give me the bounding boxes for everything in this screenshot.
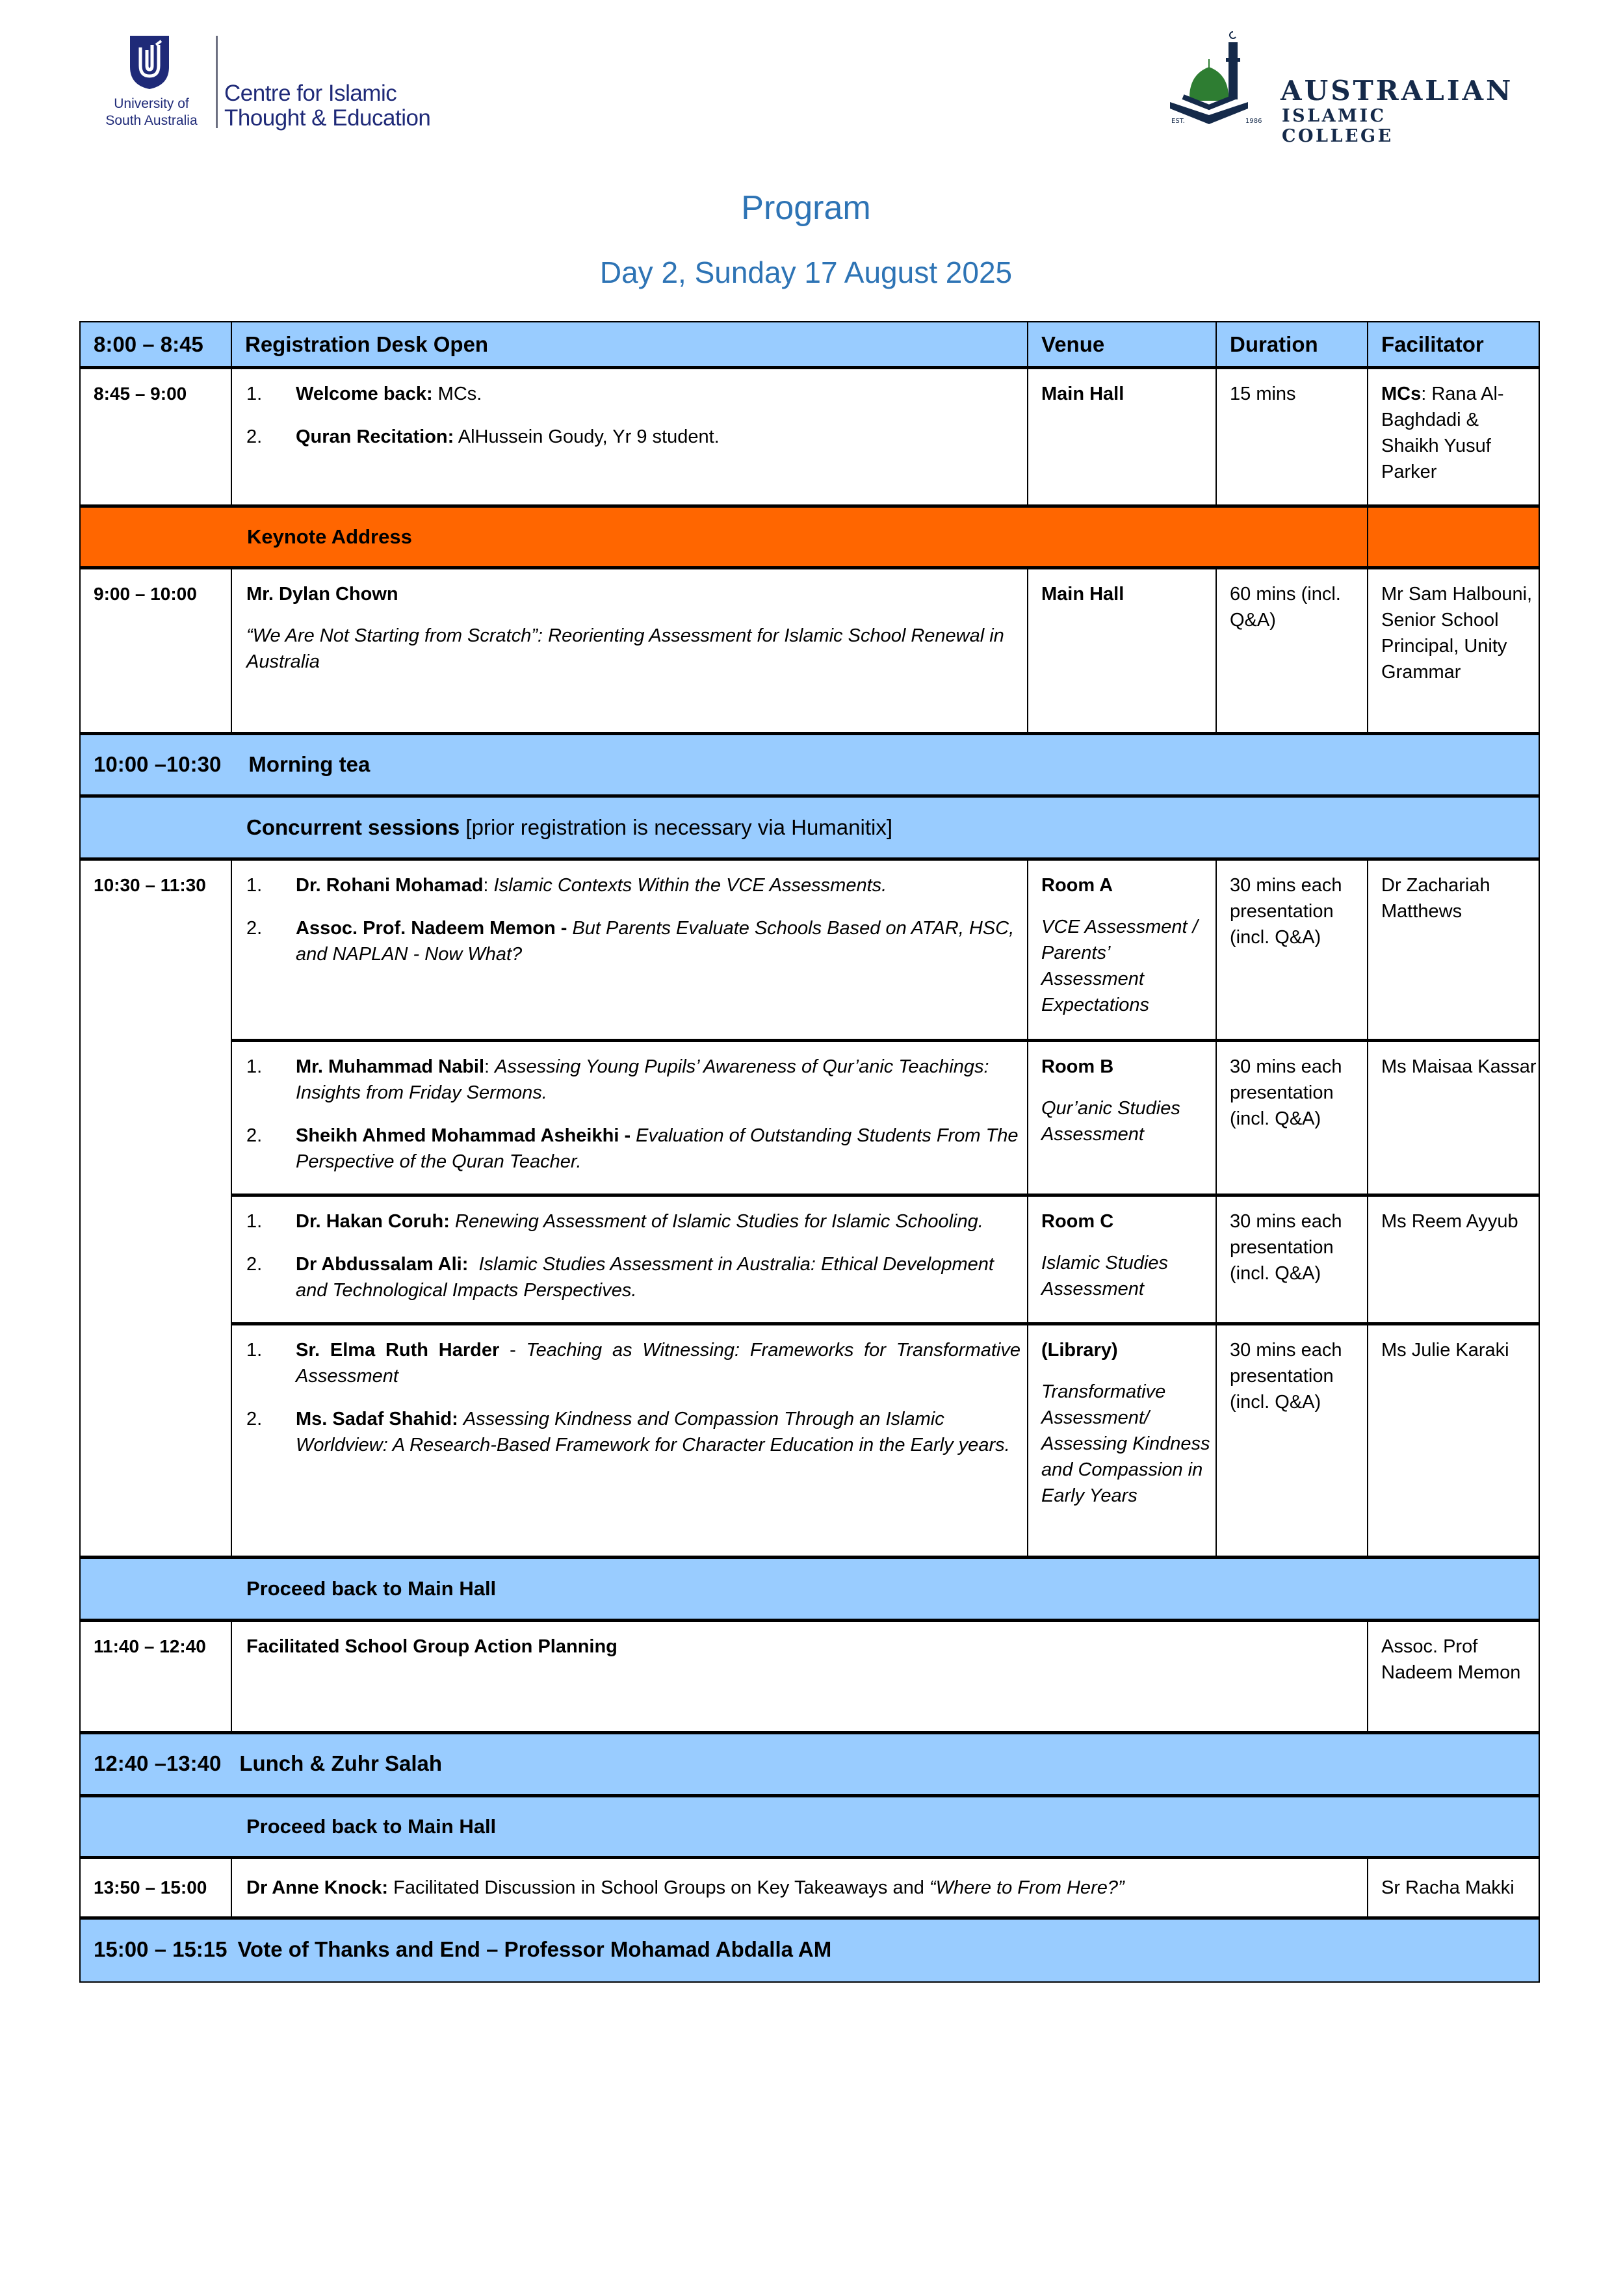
page-subtitle: Day 2, Sunday 17 August 2025: [599, 255, 1013, 289]
list-item: 1. Welcome back: MCs.: [246, 384, 482, 404]
row-venue: Room B Qur’anic Studies Assessment: [1028, 1041, 1216, 1195]
mosque-book-icon: [1170, 29, 1268, 127]
row-venue: Room C Islamic Studies Assessment: [1028, 1195, 1216, 1324]
band-content: 10:00 –10:30 Morning tea: [80, 734, 1539, 796]
table-row-session: [80, 1324, 1539, 1558]
unisa-shield-icon: [130, 36, 169, 89]
table-row-session: [80, 1195, 1539, 1324]
row-time: 13:50 – 15:00: [80, 1858, 231, 1918]
list-item: 1. Dr. Hakan Coruh: Renewing Assessment of Islamic Studies for Islamic Schooling.: [246, 1211, 983, 1232]
unisa-cite-logo: [91, 36, 455, 133]
unisa-name: University of South Australia: [105, 96, 198, 128]
band-content: Concurrent sessions [prior registration is necessary via Humanitix]: [80, 796, 1539, 859]
keynote-band: [80, 506, 1539, 568]
aic-name-line2: ISLAMIC COLLEGE: [1282, 106, 1394, 146]
centre-name: Centre for Islamic Thought & Education: [224, 81, 431, 131]
row-time: 8:45 – 9:00: [80, 368, 231, 506]
header-registration: Registration Desk Open: [231, 322, 1028, 368]
band-content: Proceed back to Main Hall: [80, 1558, 1539, 1621]
aic-logo: [1170, 29, 1514, 146]
table-row-keynote: [80, 568, 1539, 734]
table-row-welcome: [80, 368, 1539, 506]
row-duration: 30 mins each presentation (incl. Q&A): [1216, 1041, 1368, 1195]
row-venue: Main Hall: [1028, 568, 1216, 734]
program-table: [79, 321, 1540, 1983]
row-venue: Room A VCE Assessment / Parents’ Assessment Expectations: [1028, 859, 1216, 1041]
table-row-session: [80, 859, 1539, 1041]
row-time: 9:00 – 10:00: [80, 568, 231, 734]
speaker-name: Mr. Dylan Chown: [246, 584, 398, 605]
header-facilitator: Facilitator: [1368, 322, 1539, 368]
band-morning-tea: [80, 734, 1539, 796]
list-item: 1. Mr. Muhammad Nabil: Assessing Young Pupils’ Awareness of Qur’anic Teachings: Insights from Friday Sermons.: [246, 1056, 989, 1103]
row-content: [231, 1195, 1028, 1324]
logo-divider: [216, 36, 218, 128]
row-duration: 30 mins each presentation (incl. Q&A): [1216, 1324, 1368, 1558]
row-content: Facilitated School Group Action Planning: [231, 1621, 1368, 1733]
row-content: [231, 859, 1028, 1041]
list-item: 2. Assoc. Prof. Nadeem Memon - But Parents Evaluate Schools Based on ATAR, HSC, and NAPLAN - Now What?: [246, 918, 1015, 965]
band-proceed: [80, 1796, 1539, 1858]
row-duration: 30 mins each presentation (incl. Q&A): [1216, 1195, 1368, 1324]
table-row-session: [80, 1041, 1539, 1195]
talk-title: “We Are Not Starting from Scratch”: Reorienting Assessment for Islamic School Renewal in Australia: [246, 625, 1004, 672]
row-content: [231, 568, 1028, 734]
list-item: 2. Sheikh Ahmed Mohammad Asheikhi - Evaluation of Outstanding Students From The Perspective of the Quran Teacher.: [246, 1125, 1019, 1172]
band-proceed: [80, 1558, 1539, 1621]
row-venue: Main Hall: [1028, 368, 1216, 506]
list-item: 2. Ms. Sadaf Shahid: Assessing Kindness and Compassion Through an Islamic Worldview: A Research-Based Framework for Character Education in the Early years.: [246, 1409, 1010, 1455]
keynote-label: Keynote Address: [231, 506, 1368, 568]
band-lunch: [80, 1733, 1539, 1796]
row-content: [231, 368, 1028, 506]
svg-text:EST.: EST.: [1171, 118, 1185, 125]
row-content: [231, 1324, 1028, 1558]
table-row-action-planning: [80, 1621, 1539, 1733]
list-item: 2. Dr Abdussalam Ali: Islamic Studies Assessment in Australia: Ethical Development and Technological Impacts Perspectives.: [246, 1254, 994, 1301]
band-concurrent: [80, 796, 1539, 859]
list-item: 2. Quran Recitation: AlHussein Goudy, Yr 9 student.: [246, 426, 720, 447]
row-facilitator: Sr Racha Makki: [1368, 1858, 1539, 1918]
list-item: 1. Sr. Elma Ruth Harder - Teaching as Witnessing: Frameworks for Transformative Assessment: [246, 1340, 1020, 1387]
band-content: 15:00 – 15:15 Vote of Thanks and End – Professor Mohamad Abdalla AM: [80, 1918, 1539, 1982]
aic-name-line1: AUSTRALIAN: [1280, 75, 1514, 107]
row-facilitator: Dr Zachariah Matthews: [1368, 859, 1539, 1041]
header-time: 8:00 – 8:45: [80, 322, 231, 368]
header-duration: Duration: [1216, 322, 1368, 368]
row-facilitator: MCs: Rana Al-Baghdadi & Shaikh Yusuf Parker: [1368, 368, 1539, 506]
svg-text:1986: 1986: [1245, 118, 1262, 125]
row-duration: 30 mins each presentation (incl. Q&A): [1216, 859, 1368, 1041]
row-facilitator: Ms Maisaa Kassar: [1368, 1041, 1539, 1195]
row-content: [231, 1041, 1028, 1195]
header-venue: Venue: [1028, 322, 1216, 368]
row-content: Dr Anne Knock: Facilitated Discussion in School Groups on Key Takeaways and “Where to From Here?”: [231, 1858, 1368, 1918]
list-item: 1. Dr. Rohani Mohamad: Islamic Contexts Within the VCE Assessments.: [246, 875, 887, 896]
row-duration: 60 mins (incl. Q&A): [1216, 568, 1368, 734]
row-duration: 15 mins: [1216, 368, 1368, 506]
table-row-discussion: [80, 1858, 1539, 1918]
band-closing: [80, 1918, 1539, 1982]
row-facilitator: Ms Julie Karaki: [1368, 1324, 1539, 1558]
table-header-row: [80, 322, 1539, 368]
row-facilitator: Mr Sam Halbouni, Senior School Principal, Unity Grammar: [1368, 568, 1539, 734]
band-content: 12:40 –13:40 Lunch & Zuhr Salah: [80, 1733, 1539, 1796]
band-content: Proceed back to Main Hall: [80, 1796, 1539, 1858]
row-time: 10:30 – 11:30: [80, 859, 231, 1558]
row-time: 11:40 – 12:40: [80, 1621, 231, 1733]
row-facilitator: Ms Reem Ayyub: [1368, 1195, 1539, 1324]
row-facilitator: Assoc. Prof Nadeem Memon: [1368, 1621, 1539, 1733]
row-venue: (Library) Transformative Assessment/ Assessing Kindness and Compassion in Early Years: [1028, 1324, 1216, 1558]
page-title: Program: [741, 189, 871, 227]
